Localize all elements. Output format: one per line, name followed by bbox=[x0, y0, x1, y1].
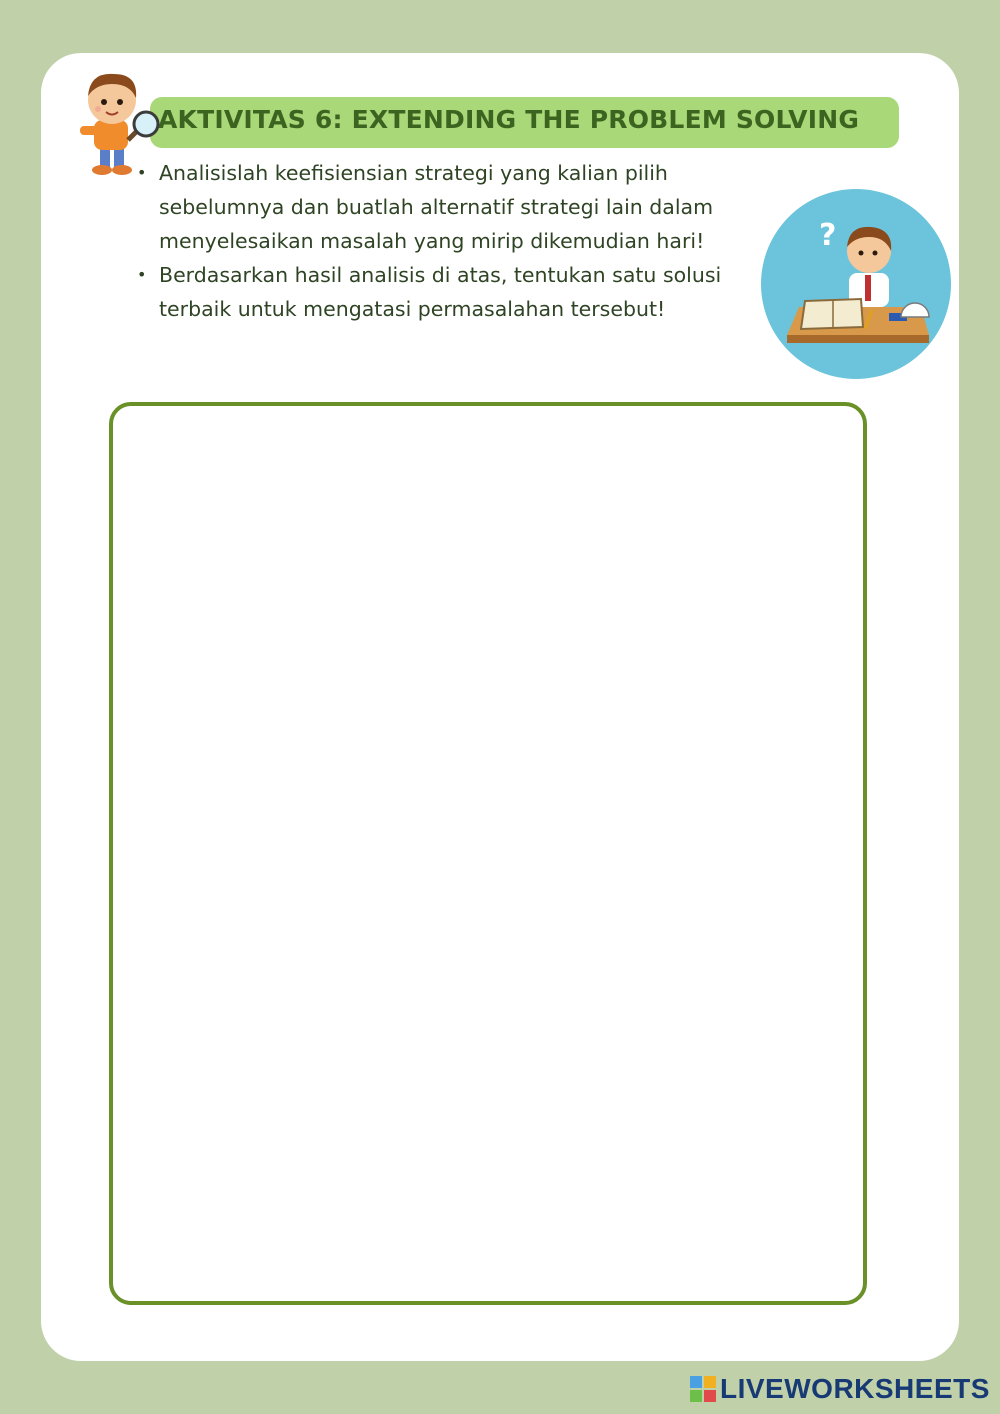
instruction-item: • Analisislah keefisiensian strategi yang kalian pilih sebelumnya dan buatlah alternatif strategi lain dalam menyelesaikan masalah yang mirip dikemudian hari! bbox=[133, 156, 753, 258]
liveworksheets-logo-icon bbox=[690, 1376, 716, 1402]
answer-box[interactable] bbox=[109, 402, 867, 1305]
instruction-list bbox=[133, 156, 753, 326]
thinking-student-icon bbox=[761, 189, 951, 379]
page-title: AKTIVITAS 6: EXTENDING THE PROBLEM SOLVING bbox=[158, 105, 860, 134]
brand-name: LIVEWORKSHEETS bbox=[720, 1373, 990, 1404]
svg-text:?: ? bbox=[819, 218, 837, 253]
brand-footer bbox=[690, 1371, 990, 1407]
instruction-item: • Berdasarkan hasil analisis di atas, tentukan satu solusi terbaik untuk mengatasi permasalahan tersebut! bbox=[133, 258, 753, 326]
